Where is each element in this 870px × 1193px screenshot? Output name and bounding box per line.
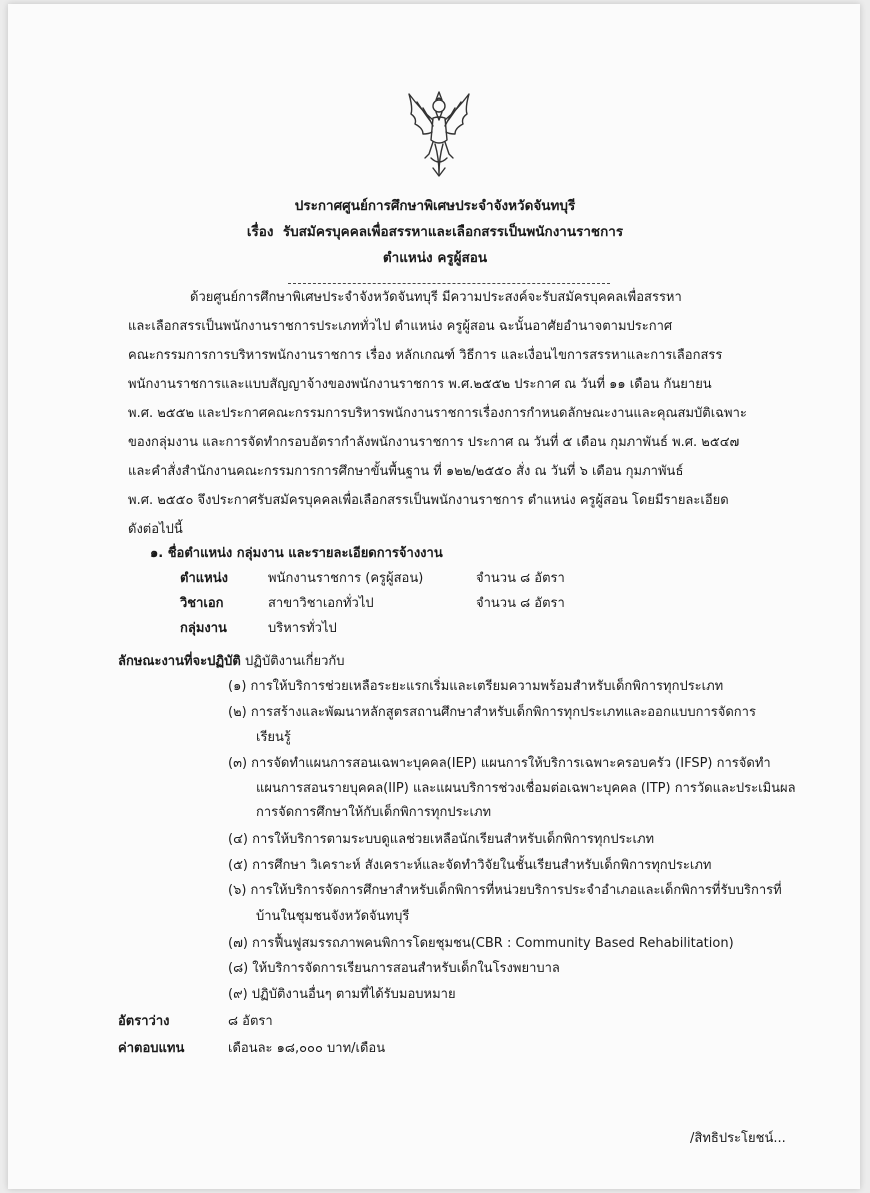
body-line: ด้วยศูนย์การศึกษาพิเศษประจำจังหวัดจันทบุรี มีความประสงค์จะรับสมัครบุคคลเพื่อสรรหา (190, 290, 682, 305)
continuation-note: /สิทธิประโยชน์... (690, 1131, 786, 1146)
row-value: สาขาวิชาเอกทั่วไป (268, 596, 374, 611)
announcement-subject-line (0, 226, 870, 240)
body-line: พ.ศ. ๒๕๕๐ จึงประกาศรับสมัครบุคคลเพื่อเลือกสรรเป็นพนักงานราชการ ตำแหน่ง ครูผู้สอน โดยมีรายละเอียด (128, 493, 729, 508)
duty-item: (๑) การให้บริการช่วยเหลือระยะแรกเริ่มและเตรียมความพร้อมสำหรับเด็กพิการทุกประเภท (228, 679, 724, 694)
row-label: ตำแหน่ง (180, 571, 228, 586)
subject-text: รับสมัครบุคคลเพื่อสรรหาและเลือกสรรเป็นพนักงานราชการ (282, 224, 624, 240)
duty-item: (๙) ปฏิบัติงานอื่นๆ ตามที่ได้รับมอบหมาย (228, 987, 456, 1002)
vacancy-value: ๘ อัตรา (228, 1014, 273, 1029)
garuda-emblem-icon (403, 88, 475, 180)
document-page (8, 4, 860, 1189)
duties-line (118, 655, 345, 668)
duty-item-cont: บ้านในชุมชนจังหวัดจันทบุรี (256, 909, 410, 924)
row-value: บริหารทั่วไป (268, 621, 337, 636)
duty-item: (๒) การสร้างและพัฒนาหลักสูตรสถานศึกษาสำหรับเด็กพิการทุกประเภทและออกแบบการจัดการ (228, 705, 756, 720)
salary-value: เดือนละ ๑๘,๐๐๐ บาท/เดือน (228, 1041, 386, 1056)
body-line: พ.ศ. ๒๕๕๒ และประกาศคณะกรรมการบริหารพนักงานราชการเรื่องการกำหนดลักษณะงานและคุณสมบัติเฉพาะ (128, 406, 747, 421)
row-value: พนักงานราชการ (ครูผู้สอน) (268, 571, 424, 586)
body-line: ดังต่อไปนี้ (128, 522, 183, 537)
row-count: จำนวน ๘ อัตรา (476, 571, 565, 586)
row-count: จำนวน ๘ อัตรา (476, 596, 565, 611)
row-label: วิชาเอก (180, 596, 224, 611)
duties-intro: ปฏิบัติงานเกี่ยวกับ (244, 654, 345, 669)
duty-item-cont: แผนการสอนรายบุคคล(IIP) และแผนบริการช่วงเชื่อมต่อเฉพาะบุคคล (ITP) การวัดและประเมินผล (256, 781, 796, 796)
body-line: และเลือกสรรเป็นพนักงานราชการประเภททั่วไป ตำแหน่ง ครูผู้สอน ฉะนั้นอาศัยอำนาจตามประกาศ (128, 319, 673, 334)
duty-item-cont: การจัดการศึกษาให้กับเด็กพิการทุกประเภท (256, 805, 492, 820)
body-line: คณะกรรมการการบริหารพนักงานราชการ เรื่อง หลักเกณฑ์ วิธีการ และเงื่อนไขการสรรหาและการเลือกสรร (128, 348, 723, 363)
dashed-divider (288, 283, 610, 284)
row-label: กลุ่มงาน (180, 621, 227, 636)
body-line: ของกลุ่มงาน และการจัดทำกรอบอัตรากำลังพนักงานราชการ ประกาศ ณ วันที่ ๕ เดือน กุมภาพันธ์ พ.ศ. ๒๕๔๗ (128, 435, 740, 450)
section1-heading: ๑. ชื่อตำแหน่ง กลุ่มงาน และรายละเอียดการจ้างงาน (150, 546, 443, 561)
announcement-header: ประกาศศูนย์การศึกษาพิเศษประจำจังหวัดจันทบุรี (294, 198, 576, 214)
vacancy-label: อัตราว่าง (118, 1014, 170, 1029)
subject-label: เรื่อง (246, 224, 274, 240)
duty-item: (๓) การจัดทำแผนการสอนเฉพาะบุคคล(IEP) แผนการให้บริการเฉพาะครอบครัว (IFSP) การจัดทำ (228, 756, 771, 771)
duty-item: (๕) การศึกษา วิเคราะห์ สังเคราะห์และจัดทำวิจัยในชั้นเรียนสำหรับเด็กพิการทุกประเภท (228, 858, 712, 873)
duties-label: ลักษณะงานที่จะปฏิบัติ (118, 654, 241, 669)
announcement-position: ตำแหน่ง ครูผู้สอน (382, 250, 488, 266)
duty-item: (๖) การให้บริการจัดการศึกษาสำหรับเด็กพิการที่หน่วยบริการประจำอำเภอและเด็กพิการที่รับบริการที่ (228, 883, 782, 898)
body-line: และคำสั่งสำนักงานคณะกรรมการการศึกษาขั้นพื้นฐาน ที่ ๑๒๒/๒๕๕๐ สั่ง ณ วันที่ ๖ เดือน กุมภาพันธ์ (128, 464, 684, 479)
duty-item: (๘) ให้บริการจัดการเรียนการสอนสำหรับเด็กในโรงพยาบาล (228, 961, 560, 976)
body-line: พนักงานราชการและแบบสัญญาจ้างของพนักงานราชการ พ.ศ.๒๕๕๒ ประกาศ ณ วันที่ ๑๑ เดือน กันยายน (128, 377, 712, 392)
duty-item-cont: เรียนรู้ (256, 730, 291, 745)
duty-item: (๗) การฟื้นฟูสมรรถภาพคนพิการโดยชุมชน(CBR : Community Based Rehabilitation) (228, 936, 734, 951)
duty-item: (๔) การให้บริการตามระบบดูแลช่วยเหลือนักเรียนสำหรับเด็กพิการทุกประเภท (228, 832, 655, 847)
salary-label: ค่าตอบแทน (118, 1041, 185, 1056)
